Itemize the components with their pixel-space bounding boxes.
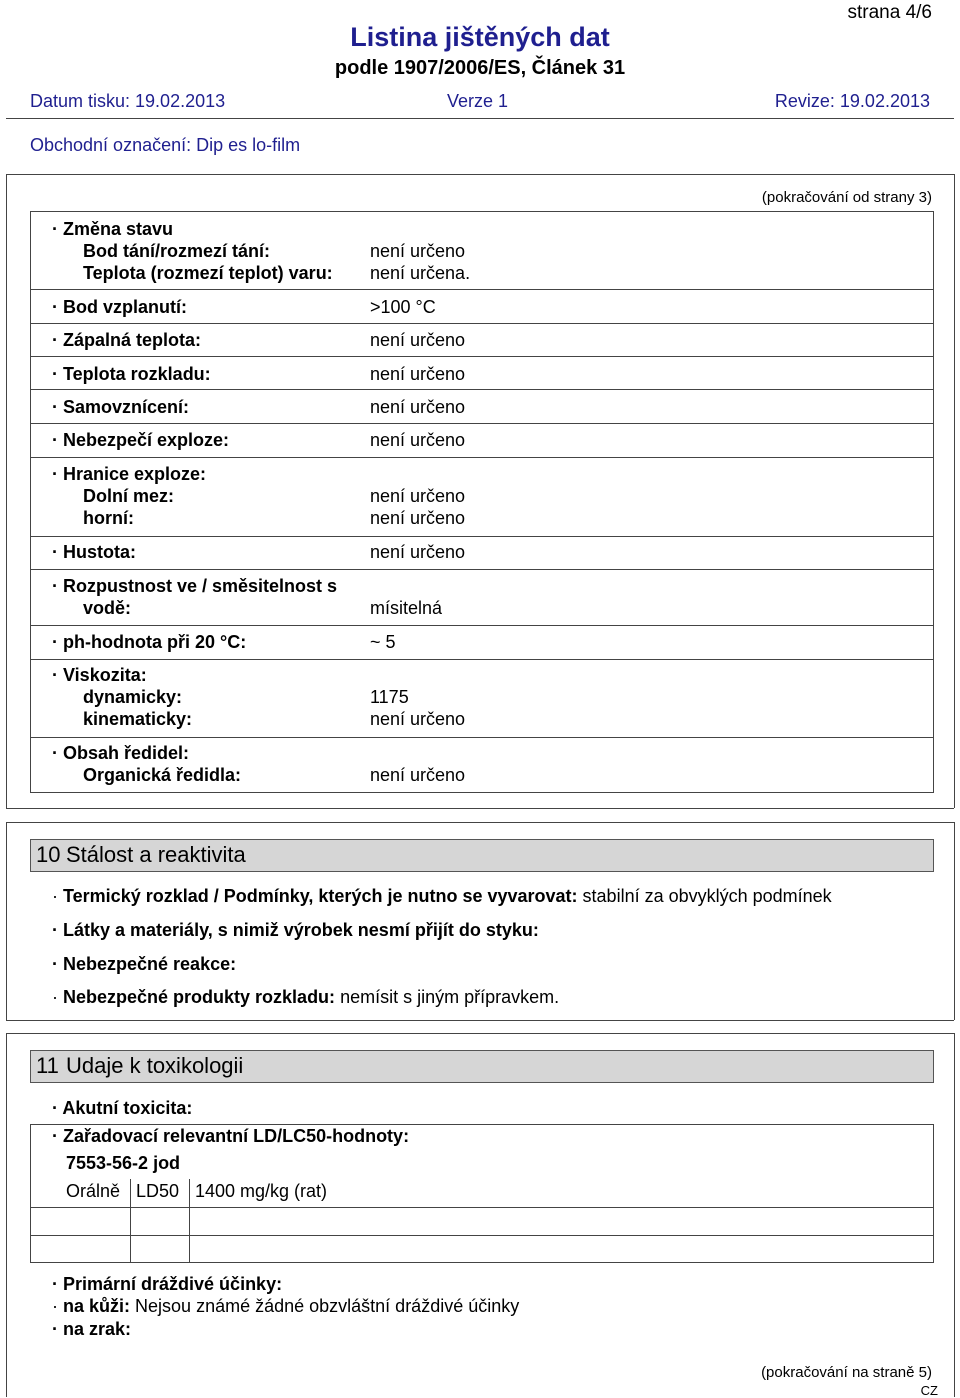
section10-number: 10 <box>36 842 61 867</box>
page-number: strana 4/6 <box>847 2 932 23</box>
acute-toxicity-label: · Akutní toxicita: <box>52 1098 193 1118</box>
exposure-route: Orálně <box>66 1181 121 1201</box>
explosion-upper-label: horní: <box>83 508 134 528</box>
content-left-border <box>6 174 7 808</box>
solubility-label: · Rozpustnost ve / směsitelnost s <box>52 576 338 596</box>
eye-irritation-label: · na zrak: <box>52 1319 132 1339</box>
density-value: není určeno <box>370 542 466 562</box>
explosion-upper-value: není určeno <box>370 508 466 528</box>
ph-label: · ph-hodnota při 20 °C: <box>52 632 247 652</box>
ignition-temperature-value: není určeno <box>370 330 466 350</box>
document-subtitle: podle 1907/2006/ES, Článek 31 <box>334 57 626 79</box>
header-divider <box>6 118 954 119</box>
toxicity-value: 1400 mg/kg (rat) <box>195 1181 328 1201</box>
document-title: Listina jištěných dat <box>350 22 610 52</box>
skin-irritation-row: · na kůži: Nejsou známé žádné obzvláštní dráždivé účinky <box>52 1296 520 1316</box>
toxicity-type: LD50 <box>136 1181 180 1201</box>
substance-name: 7553-56-2 jod <box>66 1153 181 1173</box>
solvent-content-label: · Obsah ředidel: <box>52 743 190 763</box>
continuation-from: (pokračování od strany 3) <box>761 189 932 206</box>
self-ignition-value: není určeno <box>370 397 466 417</box>
section10-title: Stálost a reaktivita <box>66 842 246 867</box>
continuation-to: (pokračování na straně 5) <box>761 1364 932 1381</box>
boiling-point-label: Teplota (rozmezí teplot) varu: <box>83 263 333 283</box>
melting-point-label: Bod tání/rozmezí tání: <box>83 241 271 261</box>
density-label: · Hustota: <box>52 542 136 562</box>
section10-bottom-border <box>6 1020 954 1021</box>
explosion-danger-label: · Nebezpečí exploze: <box>52 430 230 450</box>
section11-header <box>30 1050 934 1083</box>
organic-solvents-label: Organická ředidla: <box>83 765 242 785</box>
section10-header <box>30 839 934 872</box>
viscosity-kinematic-label: kinematicky: <box>83 709 193 729</box>
incompatible-materials-label: · Látky a materiály, s nimiž výrobek nesmí přijít do styku: <box>52 920 539 940</box>
trade-name: Obchodní označení: Dip es lo-film <box>30 135 301 155</box>
organic-solvents-value: není určeno <box>370 765 466 785</box>
ignition-temperature-label: · Zápalná teplota: <box>52 330 202 350</box>
viscosity-dynamic-value: 1175 <box>370 687 409 707</box>
self-ignition-label: · Samovznícení: <box>52 397 190 417</box>
viscosity-dynamic-label: dynamicky: <box>83 687 183 707</box>
decomposition-temperature-label: · Teplota rozkladu: <box>52 364 211 384</box>
solubility-value: mísitelná <box>370 598 443 618</box>
section11-number: 11 <box>36 1053 59 1078</box>
hazardous-products-row: · Nebezpečné produkty rozkladu: nemísit s jiným přípravkem. <box>52 987 560 1007</box>
print-date: Datum tisku: 19.02.2013 <box>30 91 226 111</box>
explosion-limits-label: · Hranice exploze: <box>52 464 207 484</box>
decomposition-temperature-value: není určeno <box>370 364 466 384</box>
primary-irritation-label: · Primární dráždivé účinky: <box>52 1274 283 1294</box>
section11-top-border <box>6 1033 954 1034</box>
explosion-lower-label: Dolní mez: <box>83 486 175 506</box>
content-right-border <box>954 174 955 808</box>
section10-top-border <box>6 822 954 823</box>
state-change-label: · Změna stavu <box>52 219 174 239</box>
viscosity-kinematic-value: není určeno <box>370 709 466 729</box>
hazardous-reactions-label: · Nebezpečné reakce: <box>52 954 237 974</box>
solubility-water-label: vodě: <box>83 598 132 618</box>
explosion-lower-value: není určeno <box>370 486 466 506</box>
thermal-decomposition-row: · Termický rozklad / Podmínky, kterých je nutno se vyvarovat: stabilní za obvyklých podmínek <box>52 886 832 906</box>
melting-point-value: není určeno <box>370 241 466 261</box>
revision-date: Revize: 19.02.2013 <box>774 91 930 111</box>
explosion-danger-value: není určeno <box>370 430 466 450</box>
ld50-values-label: · Zařadovací relevantní LD/LC50-hodnoty: <box>52 1126 410 1146</box>
flash-point-label: · Bod vzplanutí: <box>52 297 187 317</box>
viscosity-label: · Viskozita: <box>52 665 147 685</box>
content-top-border <box>6 174 954 175</box>
flash-point-value: >100 °C <box>370 297 436 317</box>
ph-value: ~ 5 <box>370 632 396 652</box>
language-code: CZ <box>920 1383 938 1398</box>
boiling-point-value: není určena. <box>370 263 471 283</box>
version: Verze 1 <box>447 91 509 111</box>
section9-bottom-border <box>6 808 954 809</box>
section11-title: Udaje k toxikologii <box>66 1053 244 1078</box>
